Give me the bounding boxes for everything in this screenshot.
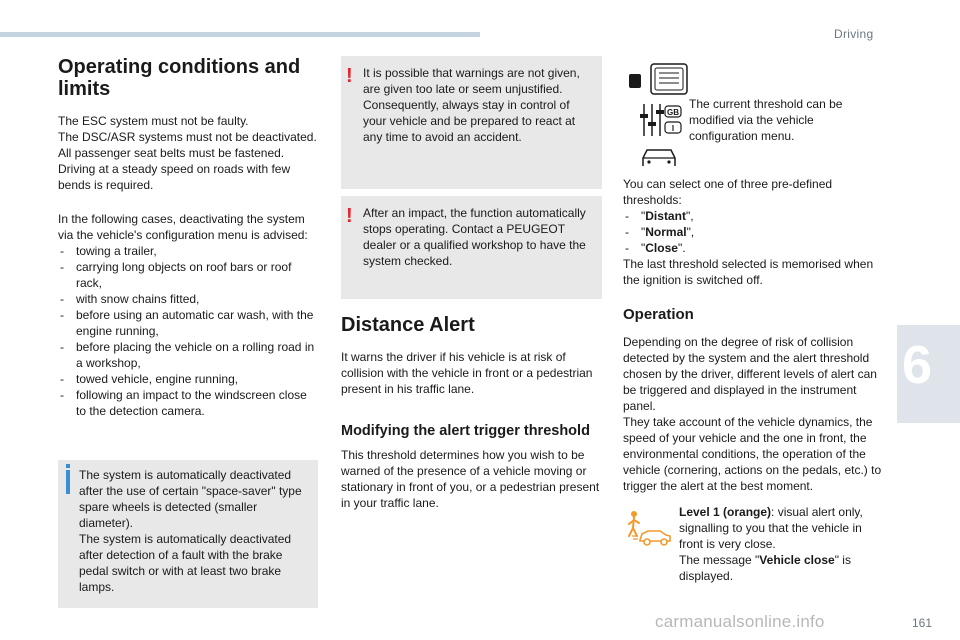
modify-threshold-text: This threshold determines how you wish to be warned of the presence of a vehicle moving or stationary in front of you, or a pedestrian present in your traffic lane. [341,448,600,510]
section-label: Driving [834,27,874,41]
config-menu-icon [625,62,690,172]
warning-icon: ! [346,65,353,87]
icon-note: The current threshold can be modified via the vehicle configuration menu. [689,97,843,143]
level1-description: Level 1 (orange): visual alert only, signalling to you that the vehicle in front is very close. [679,505,863,551]
list-item: - towed vehicle, engine running, [58,371,320,387]
header-bar [0,32,480,37]
vehicle-close-message: The message "Vehicle close" is displayed. [679,553,851,583]
svg-text:I: I [671,124,675,133]
conditions-text [58,113,320,193]
info-box [58,460,318,608]
cases-intro: In the following cases, deactivating the system via the vehicle's configuration menu is advised: [58,212,308,242]
chapter-number: 6 [902,335,933,395]
info-icon-bar [66,470,70,494]
info-paragraph: The system is automatically deactivated after the use of certain "space-saver" type spare wheels is detected (smaller diameter). [79,468,302,530]
info-icon [66,464,70,468]
operation-paragraph: They take account of the vehicle dynamics, the speed of your vehicle and the one in front, the environmental conditions, the operation of the vehicle (cornering, actions on the pedals, etc.) to trigger the alert at the best moment. [623,415,882,493]
warning-box-1 [341,56,602,189]
distance-alert-title: Distance Alert [341,314,475,336]
memorised-text: The last threshold selected is memorised when the ignition is switched off. [623,257,874,287]
info-paragraph: The system is automatically deactivated after detection of a fault with the brake pedal switch or with at least two brake lamps. [79,532,292,594]
distance-alert-intro: It warns the driver if his vehicle is at risk of collision with the vehicle in front or a pedestrian present in his traffic lane. [341,350,593,396]
condition-line: The ESC system must not be faulty. [58,114,249,128]
column-thresholds [623,176,885,494]
level1-text [679,504,879,584]
list-item: - following an impact to the windscreen close to the detection camera. [58,387,320,419]
warning-text-1: It is possible that warnings are not given, are given too late or seem unjustified. Consequently, always stay in control of your vehicle and be prepared to react at any time to avoid an accident. [363,66,580,144]
condition-line: The DSC/ASR systems must not be deactivated. [58,130,317,144]
watermark: carmanualsonline.info [655,612,825,631]
column-operating-conditions [58,56,320,419]
threshold-item: - "Distant", [623,208,885,224]
condition-line: Driving at a steady speed on roads with few bends is required. [58,162,291,192]
operation-title: Operation [623,306,694,323]
page-number: 161 [912,616,933,630]
threshold-list [623,208,885,256]
modify-threshold-title: Modifying the alert trigger threshold [341,423,590,439]
threshold-icons [625,62,690,172]
threshold-intro: You can select one of three pre-defined thresholds: [623,177,833,207]
operating-conditions-title: Operating conditions and limits [58,56,301,100]
level1-alert-icon [624,510,672,546]
threshold-item: - "Normal", [623,224,885,240]
list-item: - before placing the vehicle on a rolling road in a workshop, [58,339,320,371]
threshold-item: - "Close". [623,240,885,256]
column-distance-alert [341,314,603,511]
operation-text [623,334,885,494]
warning-text-2: After an impact, the function automatically stops operating. Contact a PEUGEOT dealer or a qualified workshop to have the system checked. [363,206,586,268]
condition-line: All passenger seat belts must be fastened. [58,146,285,160]
list-item: - carrying long objects on roof bars or roof rack, [58,259,320,291]
cases-list [58,243,320,419]
list-item: - towing a trailer, [58,243,320,259]
operation-paragraph: Depending on the degree of risk of collision detected by the system and the alert threshold chosen by the driver, different levels of alert can be triggered and displayed in the instrument panel. [623,335,877,413]
list-item: - before using an automatic car wash, with the engine running, [58,307,320,339]
svg-text:GB: GB [667,108,679,117]
list-item: - with snow chains fitted, [58,291,320,307]
warning-icon: ! [346,205,353,227]
info-text [79,467,309,595]
warning-box-2 [341,196,602,299]
